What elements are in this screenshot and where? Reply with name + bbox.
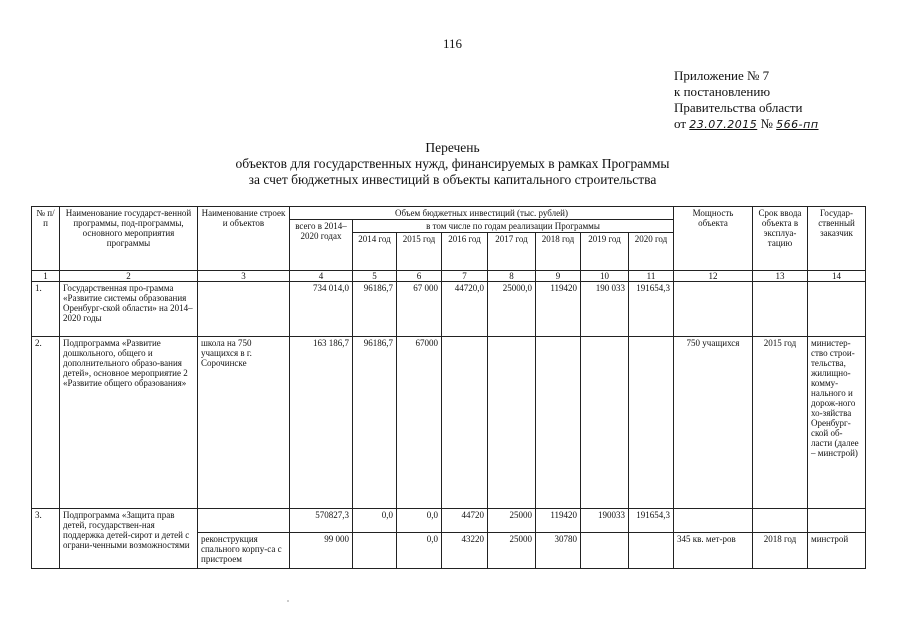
row-2018: 119420 (536, 509, 581, 533)
handwritten-date: 23.07.2015 (689, 118, 758, 131)
row-2019: 190033 (581, 509, 629, 533)
header-program: Наименование государст-венной программы, под-программы, основного мероприятия программы (60, 207, 198, 271)
col-number: 2 (60, 271, 198, 282)
row-2020: 191654,3 (629, 282, 674, 337)
row-total: 734 014,0 (290, 282, 353, 337)
col-number: 11 (629, 271, 674, 282)
header-2016: 2016 год (442, 233, 488, 271)
row-2014: 96186,7 (353, 282, 397, 337)
row-2018: 119420 (536, 282, 581, 337)
header-deadline: Срок ввода объекта в эксплуа-тацию (753, 207, 808, 271)
row-capacity: 345 кв. мет-ров (674, 533, 753, 569)
row-2015: 67000 (397, 337, 442, 509)
header-2017: 2017 год (488, 233, 536, 271)
row-2015: 0,0 (397, 533, 442, 569)
table-row (32, 509, 866, 533)
col-number: 7 (442, 271, 488, 282)
page-number: 116 (442, 36, 463, 51)
row-2020 (629, 337, 674, 509)
row-customer: минстрой (808, 533, 866, 569)
row-object (198, 282, 290, 337)
row-2019 (581, 533, 629, 569)
row-customer: министер-ство строи-тельства, жилищно-комму-нального и дорож-ного хо-зяйства Оренбург-ской об-ласти (далее – минстрой) (808, 337, 866, 509)
col-number: 13 (753, 271, 808, 282)
row-total: 570827,3 (290, 509, 353, 533)
header-2019: 2019 год (581, 233, 629, 271)
row-2017: 25000,0 (488, 282, 536, 337)
header-investment: Объем бюджетных инвестиций (тыс. рублей) (290, 207, 674, 220)
date-prefix: от (674, 116, 687, 131)
row-total: 163 186,7 (290, 337, 353, 509)
number-prefix: № (760, 116, 773, 131)
row-2018: 30780 (536, 533, 581, 569)
col-number: 6 (397, 271, 442, 282)
row-2016: 43220 (442, 533, 488, 569)
row-capacity (674, 509, 753, 533)
title-line-1: Перечень (425, 140, 480, 155)
objects-table (31, 206, 866, 569)
row-num: 1. (32, 282, 60, 337)
row-2014 (353, 533, 397, 569)
row-num: 2. (32, 337, 60, 509)
row-customer (808, 509, 866, 533)
row-2018 (536, 337, 581, 509)
appendix-line-2: к постановлению (674, 84, 771, 99)
row-2017 (488, 337, 536, 509)
row-2020 (629, 533, 674, 569)
table-row (32, 282, 866, 337)
header-total: всего в 2014–2020 годах (290, 220, 353, 271)
row-program: Подпрограмма «Развитие дошкольного, общего и дополнительного образо-вания детей», основное мероприятие 2 «Развитие общего образования» (60, 337, 198, 509)
row-2015: 0,0 (397, 509, 442, 533)
row-customer (808, 282, 866, 337)
col-number: 12 (674, 271, 753, 282)
col-number: 5 (353, 271, 397, 282)
row-deadline: 2015 год (753, 337, 808, 509)
row-program: Подпрограмма «Защита прав детей, государствен-ная поддержка детей-сирот и детей с ограни-ченными возможностями (60, 509, 198, 569)
appendix-date-line (674, 116, 819, 133)
row-2016 (442, 337, 488, 509)
handwritten-number: 566-пп (776, 118, 819, 131)
row-total: 99 000 (290, 533, 353, 569)
row-2016: 44720,0 (442, 282, 488, 337)
col-number: 8 (488, 271, 536, 282)
col-number: 10 (581, 271, 629, 282)
table-row (32, 337, 866, 509)
row-2017: 25000 (488, 533, 536, 569)
document-title (0, 140, 905, 188)
header-2020: 2020 год (629, 233, 674, 271)
col-number: 4 (290, 271, 353, 282)
row-deadline: 2018 год (753, 533, 808, 569)
title-line-2: объектов для государственных нужд, финансируемых в рамках Программы (235, 156, 670, 171)
row-2014: 96186,7 (353, 337, 397, 509)
row-2019 (581, 337, 629, 509)
row-2019: 190 033 (581, 282, 629, 337)
row-capacity (674, 282, 753, 337)
header-2015: 2015 год (397, 233, 442, 271)
col-number: 9 (536, 271, 581, 282)
col-number: 3 (198, 271, 290, 282)
header-capacity: Мощность объекта (674, 207, 753, 271)
row-deadline (753, 509, 808, 533)
row-program: Государственная про-грамма «Развитие системы образования Оренбург-ской области» на 2014–2020 годы (60, 282, 198, 337)
row-deadline (753, 282, 808, 337)
header-2018: 2018 год (536, 233, 581, 271)
row-object: реконструкция спального корпу-са с пристроем (198, 533, 290, 569)
row-object (198, 509, 290, 533)
scan-speck (287, 600, 289, 602)
row-2016: 44720 (442, 509, 488, 533)
row-capacity: 750 учащихся (674, 337, 753, 509)
row-num: 3. (32, 509, 60, 569)
title-line-3: за счет бюджетных инвестиций в объекты капитального строительства (248, 172, 657, 187)
appendix-line-1: Приложение № 7 (674, 68, 770, 83)
col-number: 1 (32, 271, 60, 282)
col-number: 14 (808, 271, 866, 282)
appendix-block (674, 68, 819, 133)
header-customer: Государ-ственный заказчик (808, 207, 866, 271)
header-objects: Наименование строек и объектов (198, 207, 290, 271)
row-object: школа на 750 учащихся в г. Сорочинске (198, 337, 290, 509)
row-2017: 25000 (488, 509, 536, 533)
header-by-years: в том числе по годам реализации Программы (353, 220, 674, 233)
row-2020: 191654,3 (629, 509, 674, 533)
header-2014: 2014 год (353, 233, 397, 271)
header-num: № п/п (32, 207, 60, 271)
row-2014: 0,0 (353, 509, 397, 533)
appendix-line-3: Правительства области (674, 100, 803, 115)
row-2015: 67 000 (397, 282, 442, 337)
